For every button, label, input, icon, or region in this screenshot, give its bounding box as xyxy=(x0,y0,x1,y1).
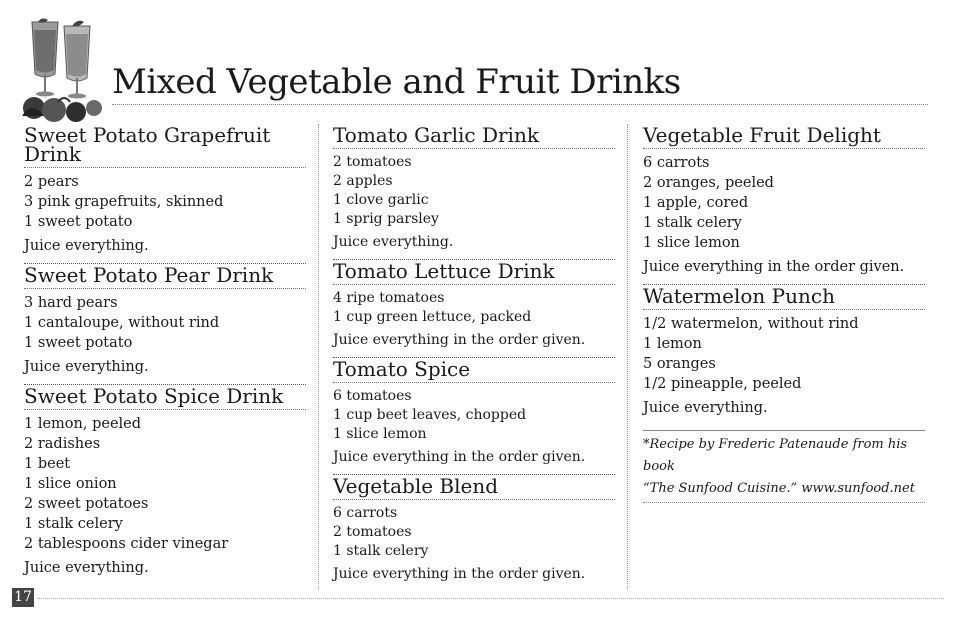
footer-divider xyxy=(38,598,944,599)
ingredient: 1 stalk celery xyxy=(333,543,429,559)
ingredient: 2 oranges, peeled xyxy=(643,175,774,191)
recipe-instructions: Juice everything. xyxy=(24,560,149,576)
recipe-title: Tomato Garlic Drink xyxy=(333,126,615,149)
ingredient-list xyxy=(24,414,306,554)
recipe-tomato-garlic-drink xyxy=(333,123,615,252)
recipe-title: Watermelon Punch xyxy=(643,287,925,310)
recipe-watermelon-punch xyxy=(643,284,925,418)
ingredient: 1 clove garlic xyxy=(333,192,429,208)
recipe-instructions: Juice everything. xyxy=(643,400,768,416)
recipe-credit xyxy=(643,430,925,503)
ingredient: 1 sweet potato xyxy=(24,214,133,230)
recipe-column-3 xyxy=(643,123,925,503)
recipe-title: Sweet Potato Pear Drink xyxy=(24,266,306,289)
recipe-sweet-potato-spice-drink xyxy=(24,384,306,578)
recipe-title: Sweet Potato Grapefruit Drink xyxy=(24,126,306,168)
title-divider xyxy=(112,104,928,105)
ingredient: 1 slice lemon xyxy=(333,426,427,442)
column-divider xyxy=(318,124,319,590)
ingredient-list xyxy=(643,314,925,394)
recipe-instructions: Juice everything in the order given. xyxy=(333,332,586,348)
column-divider xyxy=(627,124,628,590)
recipe-title: Sweet Potato Spice Drink xyxy=(24,387,306,410)
drinks-illustration xyxy=(18,16,110,124)
ingredient-list xyxy=(333,387,615,444)
ingredient: 1 apple, cored xyxy=(643,195,749,211)
ingredient-list xyxy=(24,172,306,232)
recipe-instructions: Juice everything in the order given. xyxy=(643,259,905,275)
recipe-column-2 xyxy=(333,123,615,584)
page-number: 17 xyxy=(12,588,34,607)
ingredient: 2 sweet potatoes xyxy=(24,496,149,512)
ingredient: 2 radishes xyxy=(24,436,101,452)
page-title: Mixed Vegetable and Fruit Drinks xyxy=(112,62,681,102)
ingredient: 1 slice lemon xyxy=(643,235,740,251)
ingredient: 2 apples xyxy=(333,173,393,189)
recipe-sweet-potato-grapefruit-drink xyxy=(24,123,306,256)
recipe-instructions: Juice everything. xyxy=(24,359,149,375)
ingredient-list xyxy=(333,504,615,561)
ingredient-list xyxy=(643,153,925,253)
recipe-title: Tomato Spice xyxy=(333,360,615,383)
ingredient: 6 tomatoes xyxy=(333,388,412,404)
credit-line: *Recipe by Frederic Patenaude from his book xyxy=(643,437,908,474)
ingredient-list xyxy=(24,293,306,353)
ingredient: 2 tomatoes xyxy=(333,154,412,170)
ingredient: 1 cantaloupe, without rind xyxy=(24,315,220,331)
ingredient: 6 carrots xyxy=(333,505,398,521)
ingredient: 2 tablespoons cider vinegar xyxy=(24,536,229,552)
ingredient: 1 sprig parsley xyxy=(333,211,439,227)
recipe-instructions: Juice everything in the order given. xyxy=(333,566,586,582)
ingredient: 1 beet xyxy=(24,456,71,472)
recipe-tomato-spice xyxy=(333,357,615,467)
recipe-title: Vegetable Fruit Delight xyxy=(643,126,925,149)
ingredient: 3 hard pears xyxy=(24,295,118,311)
ingredient: 2 tomatoes xyxy=(333,524,412,540)
ingredient-list xyxy=(333,289,615,327)
recipe-instructions: Juice everything in the order given. xyxy=(333,449,586,465)
recipe-column-1 xyxy=(24,123,306,578)
ingredient: 1/2 pineapple, peeled xyxy=(643,376,802,392)
ingredient: 1 lemon, peeled xyxy=(24,416,142,432)
recipe-title: Tomato Lettuce Drink xyxy=(333,262,615,285)
ingredient: 1 cup green lettuce, packed xyxy=(333,309,532,325)
ingredient: 1 stalk celery xyxy=(24,516,123,532)
ingredient: 1 sweet potato xyxy=(24,335,133,351)
credit-line: “The Sunfood Cuisine.” www.sunfood.net xyxy=(643,481,915,496)
ingredient: 3 pink grapefruits, skinned xyxy=(24,194,224,210)
ingredient: 1 lemon xyxy=(643,336,702,352)
ingredient: 6 carrots xyxy=(643,155,710,171)
ingredient: 2 pears xyxy=(24,174,79,190)
ingredient: 5 oranges xyxy=(643,356,716,372)
recipe-vegetable-fruit-delight xyxy=(643,123,925,277)
recipe-sweet-potato-pear-drink xyxy=(24,263,306,377)
recipe-title: Vegetable Blend xyxy=(333,477,615,500)
ingredient-list xyxy=(333,153,615,229)
ingredient: 1 slice onion xyxy=(24,476,117,492)
recipe-vegetable-blend xyxy=(333,474,615,584)
ingredient: 1 cup beet leaves, chopped xyxy=(333,407,527,423)
ingredient: 4 ripe tomatoes xyxy=(333,290,445,306)
ingredient: 1 stalk celery xyxy=(643,215,742,231)
recipe-instructions: Juice everything. xyxy=(333,234,454,250)
recipe-instructions: Juice everything. xyxy=(24,238,149,254)
recipe-tomato-lettuce-drink xyxy=(333,259,615,350)
ingredient: 1/2 watermelon, without rind xyxy=(643,316,859,332)
